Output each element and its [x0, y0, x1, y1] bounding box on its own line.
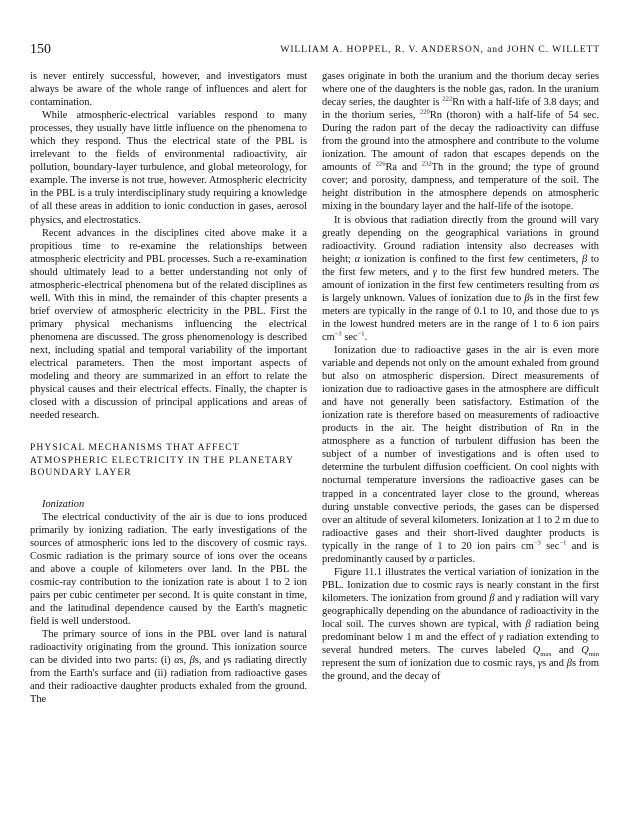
paragraph: While atmospheric-electrical variables respond to many processes, they usually have little influence on the phenomena to which they respond. Thus the electrical state of the PBL is irrelevant to the fields of environmental radioactivity, air pollution, boundary-layer turbulence, and global meteorology, for example. The inverse is not true, however. Atmospheric electricity in the PBL is a truly interdisciplinary study requiring a knowledge of all these areas in addition to ionic conduction in gases, aerosol physics, and electrostatics.	[30, 110, 307, 226]
paragraph: The electrical conductivity of the air is due to ions produced primarily by ionizing radiation. The early investigations of the sources of atmospheric ions led to the discovery of cosmic rays. Cosmic radiation is the primary source of ions over the oceans and above a couple of kilometers over land. In the PBL the cosmic-ray contribution to the ionization rate is about 1 to 2 ion pairs per cubic centimeter per second. It is quite constant in time, and the latitudinal dependence caused by the Earth's magnetic field is well understood.	[30, 511, 307, 628]
page-number: 150	[30, 42, 51, 57]
subsection-heading: Ionization	[42, 498, 85, 510]
right-column	[322, 70, 599, 683]
paragraph: is never entirely successful, however, and investigators must always be aware of the whole range of influences and alert for contamination.	[30, 71, 307, 109]
running-head: WILLIAM A. HOPPEL, R. V. ANDERSON, and JOHN C. WILLETT	[280, 44, 600, 55]
page-header	[30, 42, 600, 60]
paragraph: Ionization due to radioactive gases in the air is even more variable and depends not only on the amount exhaled from ground but also on atmospheric dispersion. Direct measurements of ionization due to radioactive gases in the atmosphere are difficult and have not generally been satisfactory. Estimation of the ionization rate is therefore based on measurements of radioactive products in the air. The height distribution of Rn in the atmosphere as a function of turbulent diffusion has been the subject of a number of investigations and is often used to determine the turbulent diffusion coefficient. On cool nights with nocturnal temperature inversions the radioactive gases can be trapped in a concentrated layer close to the ground, whereas during unstable convective periods, the gases can be dispersed over an altitude of several kilometers. Ionization at 1 to 2 m due to radioactive gases and their short-lived daughter products is typically in the range of 1 to 20 ion pairs $cm^{-3}$ $\sec^{-1}$ and is predominantly caused by α particles.	[322, 344, 600, 565]
paragraph: Figure 11.1 illustrates the vertical variation of ionization in the PBL. Ionization due to cosmic rays is nearly constant in the first kilometers. The ionization from ground β and γ radiation will vary geographically depending on the abundance of radioactivity in the local soil. The curves shown are typical, with β radiation being predominant below 1 m and the effect of γ radiation extending to several hundred meters. The curves labeled $Q_{max}$ and $Q_{min}$ represent the sum of ionization due to cosmic rays, γs and βs from the ground, and the decay of	[322, 566, 600, 683]
paragraph: Recent advances in the disciplines cited above make it a propitious time to re-examine the relationships between atmospheric electricity and PBL processes. Such a re-examination should ultimately lead to a better understanding not only of atmospheric-electrical phenomena but of the related disciplines as well. With this in mind, the remainder of this chapter presents a brief overview of atmospheric electricity in the PBL. First the primary physical mechanisms influencing the electrical phenomena are discussed. The gross phenomenology is described next, including spatial and temporal variability of the important electrical parameters. Then the most important aspects of modeling and theory are summarized in an effort to relate the physical causes and their electrical effects. Finally, the chapter is closed with a discussion of principal applications and areas of needed research.	[30, 227, 307, 422]
section-heading: PHYSICAL MECHANISMS THAT AFFECT ATMOSPHERIC ELECTRICITY IN THE PLANETARY BOUNDARY LAYER	[30, 442, 294, 479]
left-column	[30, 70, 307, 707]
paragraph: It is obvious that radiation directly from the ground will vary greatly depending on the geographical variations in ground radioactivity. Ground radiation intensity also decreases with height; α ionization is confined to the first few centimeters, β to the first few meters, and γ to the first few hundred meters. The amount of ionization in the first few centimeters resulting from αs is largely unknown. Values of ionization due to βs in the first few meters are typically in the range of 0.1 to 10, and those due to γs in the lowest hundred meters are in the range of 1 to 6 ion pairs $cm^{-3}$ $\sec^{-1}$.	[322, 214, 599, 343]
paragraph: The primary source of ions in the PBL over land is natural radioactivity originating from the ground. This ionization source can be divided into two parts: (i) αs, βs, and γs radiating directly from the Earth's surface and (ii) radiation from radioactive gases and their radioactive daughter products exhaled from the ground. The	[30, 629, 307, 706]
paragraph: gases originate in both the uranium and the thorium decay series where one of the daughters is the noble gas, radon. In the uranium decay series, the daughter is $^{222}$Rn with a half-life of 3.8 days; and in the thorium series, $^{220}$Rn (thoron) with a half-life of 54 sec. During the radon part of the decay the radioactivity can diffuse from the ground into the atmosphere and contribute to the volume ionization. The amount of radon that escapes depends on the amounts of $^{226}$Ra and $^{232}$Th in the ground; the type of ground cover; and porosity, dampness, and temperature of the soil. The height distribution in the atmosphere depends on atmospheric mixing in the boundary layer and the half-life of the isotope.	[322, 71, 599, 213]
